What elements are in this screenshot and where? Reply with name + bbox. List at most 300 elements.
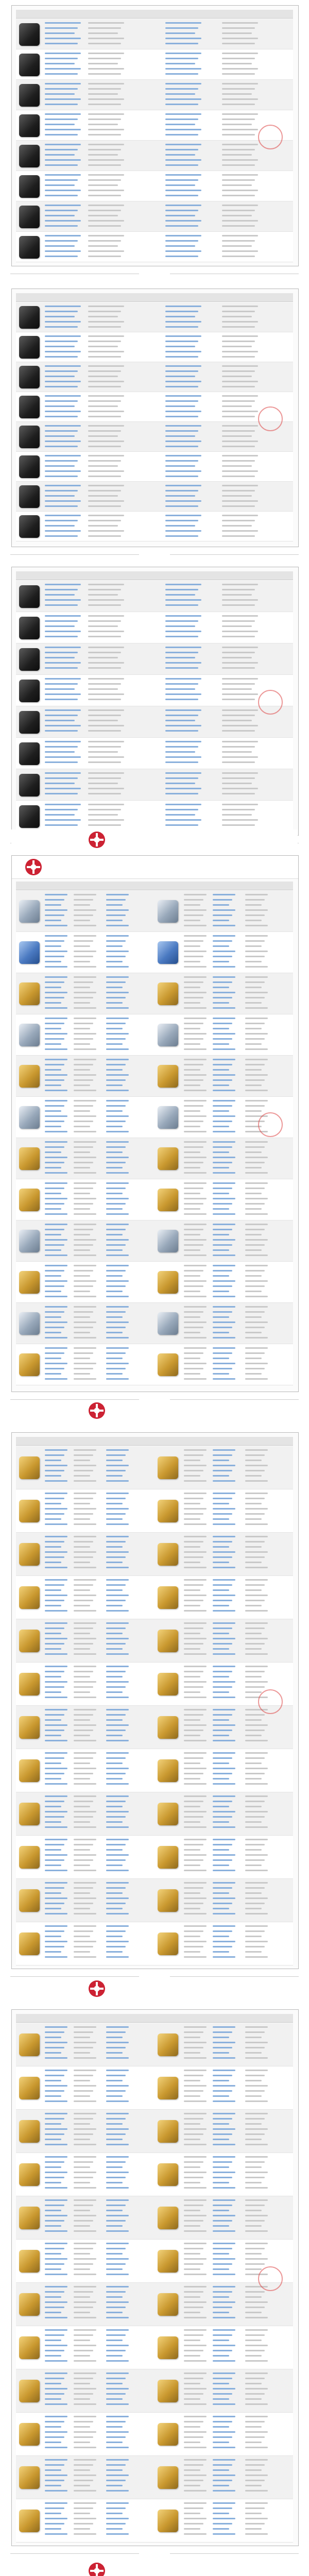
table-cell bbox=[245, 2172, 268, 2173]
table-cell bbox=[213, 894, 235, 895]
table-cell bbox=[184, 2426, 200, 2428]
table-cell bbox=[106, 1193, 123, 1194]
table-cell bbox=[184, 1327, 203, 1328]
table-cell bbox=[45, 1352, 64, 1354]
table-cell bbox=[106, 1084, 123, 1086]
table-cell bbox=[222, 725, 258, 726]
table-cell bbox=[245, 2312, 262, 2313]
table-cell bbox=[213, 1378, 235, 1380]
table-cell bbox=[184, 1023, 203, 1024]
table-cell bbox=[74, 1956, 96, 1958]
table-cell bbox=[74, 2268, 90, 2270]
table-cell bbox=[245, 1887, 265, 1889]
table-cell bbox=[88, 370, 121, 372]
table-cell bbox=[74, 1480, 96, 1482]
table-cell bbox=[245, 1265, 268, 1266]
table-cell bbox=[45, 2469, 61, 2471]
table-cell bbox=[45, 2258, 67, 2260]
table-cell bbox=[45, 1480, 67, 1482]
table-cell bbox=[213, 2128, 235, 2130]
table-cell bbox=[245, 1870, 268, 1871]
table-cell bbox=[184, 1203, 203, 1205]
product-photo bbox=[19, 396, 40, 418]
table-cell bbox=[88, 134, 121, 135]
table-cell bbox=[106, 2464, 126, 2466]
table-cell bbox=[184, 1296, 207, 1297]
table-cell bbox=[245, 1244, 265, 1246]
table-row bbox=[16, 1706, 293, 1749]
table-cell bbox=[165, 104, 198, 105]
table-cell bbox=[88, 720, 118, 721]
table-cell bbox=[45, 159, 81, 161]
table-cell bbox=[184, 1801, 203, 1802]
table-cell bbox=[222, 814, 252, 816]
table-cell bbox=[74, 920, 90, 921]
table-cell bbox=[165, 756, 201, 758]
table-cell bbox=[245, 1229, 265, 1230]
product-photo bbox=[19, 23, 40, 46]
table-cell bbox=[213, 1249, 229, 1251]
table-cell bbox=[245, 966, 268, 968]
table-cell bbox=[184, 1562, 200, 1563]
table-cell bbox=[74, 2243, 96, 2244]
table-row bbox=[16, 1576, 293, 1619]
table-cell bbox=[245, 2383, 262, 2384]
table-cell bbox=[245, 1249, 262, 1251]
table-cell bbox=[45, 164, 78, 166]
table-cell bbox=[45, 2128, 67, 2130]
table-row bbox=[16, 2066, 293, 2110]
table-cell bbox=[45, 1203, 64, 1205]
table-cell bbox=[245, 1007, 268, 1009]
table-cell bbox=[106, 1454, 126, 1456]
table-cell bbox=[245, 2210, 262, 2211]
table-cell bbox=[45, 1007, 67, 1009]
table-cell bbox=[45, 2388, 67, 2389]
table-cell bbox=[45, 2312, 61, 2313]
table-cell bbox=[88, 149, 121, 150]
table-cell bbox=[213, 2205, 232, 2206]
table-cell bbox=[106, 1806, 123, 1807]
table-cell bbox=[88, 411, 124, 412]
table-cell bbox=[165, 195, 198, 196]
table-cell bbox=[213, 2220, 232, 2222]
table-cell bbox=[222, 446, 255, 447]
table-cell bbox=[222, 678, 258, 680]
table-cell bbox=[106, 2075, 126, 2076]
table-cell bbox=[213, 1188, 232, 1189]
table-cell bbox=[222, 370, 255, 372]
table-cell bbox=[245, 951, 268, 952]
table-cell bbox=[106, 1821, 123, 1823]
product-photo bbox=[158, 900, 178, 923]
table-cell bbox=[222, 584, 258, 585]
table-cell bbox=[165, 725, 201, 726]
table-cell bbox=[213, 1762, 229, 1764]
table-cell bbox=[165, 584, 201, 585]
table-cell bbox=[45, 485, 81, 486]
table-cell bbox=[165, 405, 195, 407]
table-cell bbox=[45, 245, 75, 247]
table-cell bbox=[184, 2095, 200, 2097]
table-cell bbox=[45, 190, 81, 191]
table-cell bbox=[45, 2144, 67, 2145]
table-cell bbox=[74, 1854, 96, 1856]
table-cell bbox=[45, 894, 67, 895]
table-cell bbox=[74, 1541, 93, 1543]
table-cell bbox=[88, 693, 124, 695]
table-cell bbox=[213, 1859, 232, 1861]
table-cell bbox=[45, 683, 78, 685]
table-cell bbox=[45, 1778, 61, 1780]
table-cell bbox=[106, 2523, 126, 2524]
table-cell bbox=[106, 2100, 129, 2102]
table-cell bbox=[106, 2533, 129, 2535]
table-cell bbox=[184, 1234, 200, 1235]
table-cell bbox=[213, 925, 235, 926]
table-cell bbox=[88, 416, 121, 417]
table-cell bbox=[74, 1172, 96, 1174]
table-cell bbox=[245, 2340, 262, 2341]
table-cell bbox=[45, 741, 81, 742]
table-cell bbox=[213, 1849, 229, 1851]
table-cell bbox=[45, 2345, 67, 2346]
table-cell bbox=[88, 824, 121, 826]
table-cell bbox=[88, 326, 121, 328]
seal-stamp bbox=[258, 1689, 283, 1714]
table-cell bbox=[165, 625, 195, 627]
table-cell bbox=[184, 1224, 207, 1225]
table-cell bbox=[213, 2312, 229, 2313]
table-cell bbox=[106, 2042, 129, 2043]
table-cell bbox=[213, 2166, 229, 2168]
table-cell bbox=[45, 1600, 64, 1601]
table-cell bbox=[45, 1709, 67, 1710]
table-cell bbox=[213, 1311, 232, 1313]
table-cell bbox=[45, 1882, 67, 1884]
table-cell bbox=[222, 129, 258, 130]
table-cell bbox=[165, 43, 198, 44]
table-cell bbox=[213, 2372, 235, 2374]
table-cell bbox=[106, 1332, 123, 1333]
table-cell bbox=[165, 22, 201, 24]
table-cell bbox=[184, 1480, 207, 1482]
table-cell bbox=[88, 625, 118, 627]
table-cell bbox=[165, 53, 201, 54]
table-cell bbox=[213, 2485, 229, 2486]
table-cell bbox=[106, 2307, 126, 2308]
table-cell bbox=[106, 1321, 129, 1323]
table-cell bbox=[88, 346, 118, 347]
table-cell bbox=[106, 1358, 123, 1359]
table-cell bbox=[106, 1033, 129, 1035]
table-cell bbox=[74, 2345, 96, 2346]
table-cell bbox=[74, 1816, 93, 1818]
table-cell bbox=[74, 2296, 90, 2298]
table-cell bbox=[213, 2398, 229, 2400]
table-cell bbox=[45, 32, 75, 34]
table-cell bbox=[222, 311, 255, 312]
table-cell bbox=[245, 2528, 262, 2530]
table-cell bbox=[165, 326, 198, 328]
table-cell bbox=[88, 113, 124, 115]
table-cell bbox=[45, 256, 78, 257]
product-photo bbox=[158, 2207, 178, 2229]
table-cell bbox=[184, 1018, 207, 1019]
table-cell bbox=[45, 1854, 67, 1856]
table-cell bbox=[106, 2490, 129, 2492]
table-cell bbox=[45, 2431, 67, 2433]
table-cell bbox=[45, 1821, 61, 1823]
table-cell bbox=[74, 2225, 90, 2227]
table-cell bbox=[245, 1480, 268, 1482]
table-cell bbox=[106, 1681, 129, 1683]
table-cell bbox=[45, 1229, 64, 1230]
table-cell bbox=[106, 992, 129, 993]
table-cell bbox=[213, 1589, 229, 1591]
table-cell bbox=[74, 2329, 96, 2331]
table-cell bbox=[213, 1172, 235, 1174]
table-cell bbox=[45, 594, 75, 596]
table-cell bbox=[106, 2291, 126, 2293]
table-cell bbox=[74, 1465, 96, 1466]
table-cell bbox=[184, 1653, 207, 1655]
table-cell bbox=[245, 1826, 268, 1828]
seal-stamp bbox=[258, 690, 283, 715]
table-cell bbox=[45, 2350, 64, 2351]
table-cell bbox=[184, 1157, 207, 1158]
table-cell bbox=[45, 2199, 67, 2201]
table-cell bbox=[165, 210, 198, 211]
table-cell bbox=[222, 235, 258, 236]
table-cell bbox=[245, 1090, 268, 1091]
table-cell bbox=[165, 425, 201, 427]
table-cell bbox=[184, 1291, 200, 1292]
table-cell bbox=[88, 220, 124, 222]
table-cell bbox=[45, 1023, 64, 1024]
product-photo bbox=[19, 1312, 40, 1335]
table-cell bbox=[213, 1865, 229, 1866]
table-cell bbox=[45, 2296, 61, 2298]
table-cell bbox=[88, 124, 118, 125]
table-cell bbox=[184, 2166, 200, 2168]
table-cell bbox=[245, 1541, 265, 1543]
table-cell bbox=[213, 2199, 235, 2201]
table-cell bbox=[184, 1518, 200, 1520]
table-cell bbox=[245, 1643, 265, 1645]
table-cell bbox=[165, 715, 198, 716]
table-cell bbox=[222, 93, 252, 95]
table-cell bbox=[74, 1007, 96, 1009]
table-cell bbox=[213, 1714, 232, 1716]
table-cell bbox=[74, 945, 90, 947]
table-cell bbox=[45, 1069, 61, 1071]
table-cell bbox=[165, 699, 198, 700]
table-cell bbox=[245, 2263, 265, 2265]
table-cell bbox=[213, 2225, 229, 2227]
table-cell bbox=[106, 1363, 129, 1364]
table-cell bbox=[88, 485, 124, 486]
product-photo bbox=[19, 1586, 40, 1609]
table-cell bbox=[245, 1151, 262, 1153]
table-cell bbox=[45, 2090, 64, 2092]
table-cell bbox=[213, 2383, 229, 2384]
table-cell bbox=[213, 920, 229, 921]
table-cell bbox=[165, 683, 198, 685]
table-cell bbox=[213, 1903, 232, 1904]
table-cell bbox=[45, 113, 81, 115]
table-cell bbox=[74, 1740, 96, 1741]
table-cell bbox=[74, 1213, 96, 1215]
table-cell bbox=[74, 1951, 90, 1953]
table-cell bbox=[245, 2268, 262, 2270]
table-cell bbox=[74, 1801, 93, 1802]
table-cell bbox=[45, 2416, 67, 2417]
product-photo bbox=[19, 1147, 40, 1170]
table-cell bbox=[74, 1806, 90, 1807]
product-photo bbox=[19, 1500, 40, 1522]
table-cell bbox=[245, 1337, 268, 1338]
product-photo bbox=[158, 2163, 178, 2186]
table-cell bbox=[165, 376, 195, 377]
table-cell bbox=[88, 756, 124, 758]
table-cell bbox=[106, 1762, 123, 1764]
table-cell bbox=[45, 411, 81, 412]
table-cell bbox=[184, 1198, 207, 1199]
table-cell bbox=[74, 1167, 90, 1168]
table-cell bbox=[106, 2220, 126, 2222]
table-cell bbox=[184, 2052, 200, 2054]
table-cell bbox=[184, 961, 200, 962]
product-photo bbox=[19, 1456, 40, 1479]
table-cell bbox=[245, 1913, 268, 1914]
table-header-row bbox=[16, 1437, 293, 1446]
table-cell bbox=[106, 1306, 129, 1308]
table-cell bbox=[106, 1208, 123, 1210]
table-cell bbox=[213, 1146, 232, 1148]
table-cell bbox=[245, 1897, 268, 1899]
table-cell bbox=[45, 1043, 61, 1045]
table-cell bbox=[245, 1513, 265, 1515]
table-cell bbox=[45, 615, 81, 617]
table-cell bbox=[213, 1686, 232, 1688]
table-cell bbox=[245, 1069, 262, 1071]
table-cell bbox=[74, 1757, 93, 1759]
table-cell bbox=[184, 1600, 203, 1601]
table-cell bbox=[245, 1358, 262, 1359]
table-cell bbox=[213, 1475, 229, 1477]
table-cell bbox=[184, 2485, 200, 2486]
table-cell bbox=[165, 113, 201, 115]
table-cell bbox=[165, 505, 198, 507]
table-cell bbox=[45, 1064, 64, 1065]
table-cell bbox=[184, 1270, 203, 1272]
table-cell bbox=[74, 951, 96, 952]
table-cell bbox=[106, 2345, 129, 2346]
table-cell bbox=[245, 2388, 268, 2389]
table-cell bbox=[45, 1638, 67, 1639]
table-cell bbox=[213, 1816, 232, 1818]
table-cell bbox=[106, 2393, 126, 2395]
table-cell bbox=[45, 720, 75, 721]
table-cell bbox=[74, 2403, 96, 2405]
table-cell bbox=[74, 1291, 90, 1292]
table-cell bbox=[213, 1280, 235, 1282]
table-cell bbox=[45, 335, 81, 337]
table-cell bbox=[184, 1115, 207, 1117]
table-cell bbox=[74, 1523, 96, 1525]
table-cell bbox=[213, 1373, 229, 1375]
table-cell bbox=[106, 1941, 129, 1942]
table-cell bbox=[245, 2355, 262, 2357]
table-cell bbox=[45, 899, 64, 901]
table-cell bbox=[213, 1332, 229, 1333]
table-cell bbox=[106, 2230, 129, 2232]
table-cell bbox=[245, 2144, 268, 2145]
table-cell bbox=[106, 1167, 123, 1168]
table-row bbox=[16, 452, 293, 482]
table-cell bbox=[45, 2291, 64, 2293]
table-cell bbox=[74, 987, 90, 988]
table-cell bbox=[245, 2248, 265, 2249]
table-cell bbox=[245, 1110, 262, 1112]
table-cell bbox=[88, 174, 124, 176]
table-cell bbox=[88, 688, 118, 690]
product-photo bbox=[158, 1933, 178, 1955]
table-cell bbox=[106, 1518, 123, 1520]
table-cell bbox=[213, 1131, 235, 1132]
table-cell bbox=[222, 720, 252, 721]
table-cell bbox=[213, 909, 235, 911]
table-cell bbox=[74, 1567, 96, 1568]
product-photo bbox=[19, 336, 40, 359]
table-row bbox=[16, 49, 293, 80]
table-cell bbox=[74, 1002, 90, 1004]
table-cell bbox=[74, 966, 96, 968]
table-cell bbox=[45, 215, 75, 216]
catalog-page bbox=[11, 289, 299, 547]
table-cell bbox=[245, 935, 268, 937]
table-cell bbox=[184, 1773, 203, 1774]
table-cell bbox=[213, 1460, 229, 1461]
table-cell bbox=[45, 1296, 67, 1297]
table-cell bbox=[213, 1023, 232, 1024]
table-cell bbox=[245, 2360, 268, 2362]
table-cell bbox=[245, 1074, 268, 1076]
table-cell bbox=[245, 2317, 268, 2318]
table-cell bbox=[245, 1503, 262, 1504]
table-cell bbox=[213, 2070, 235, 2071]
table-cell bbox=[106, 2447, 129, 2448]
table-cell bbox=[45, 1291, 61, 1292]
table-cell bbox=[88, 376, 118, 377]
table-cell bbox=[74, 1475, 90, 1477]
table-cell bbox=[184, 1249, 200, 1251]
table-cell bbox=[165, 184, 195, 186]
table-cell bbox=[184, 2447, 207, 2448]
table-cell bbox=[222, 58, 255, 59]
table-cell bbox=[74, 2507, 93, 2509]
table-cell bbox=[106, 1224, 129, 1225]
table-cell bbox=[106, 1811, 129, 1812]
table-cell bbox=[165, 814, 195, 816]
table-cell bbox=[184, 2378, 203, 2379]
table-cell bbox=[213, 1363, 235, 1364]
table-cell bbox=[184, 2225, 200, 2227]
table-cell bbox=[45, 1306, 67, 1308]
table-cell bbox=[106, 2398, 123, 2400]
table-cell bbox=[106, 1378, 129, 1380]
